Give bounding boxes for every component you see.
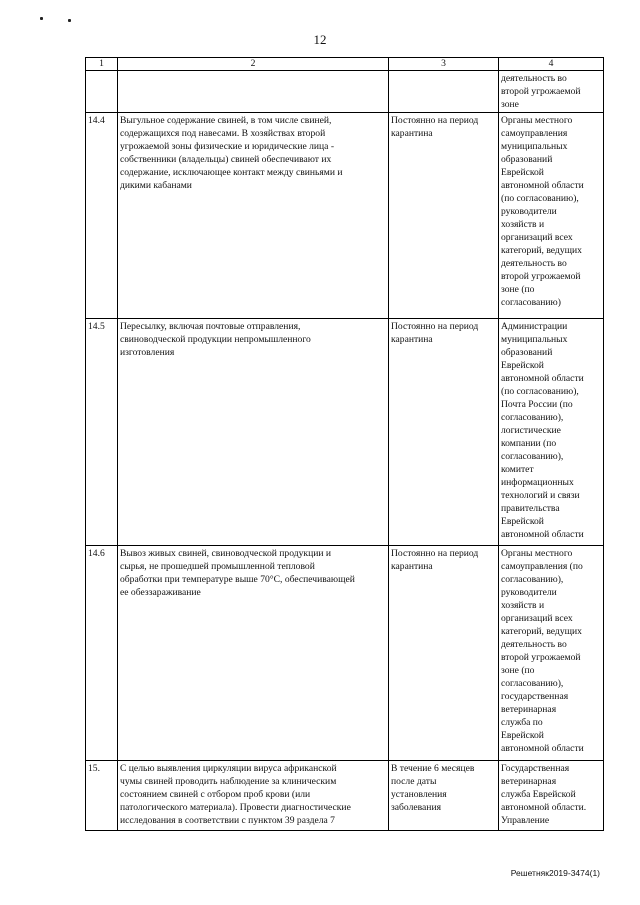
item-number: 15. xyxy=(86,761,118,831)
measure-text: С целью выявления циркуляции вируса африканской чумы свиней проводить наблюдение за клиническим состоянием свиней с отбором проб крови (или патологического материала). Провести диагностические исследования в соответствии с пунктом 39 раздела 7 xyxy=(118,761,389,831)
term-text: Постоянно на период карантина xyxy=(389,546,499,761)
term-text xyxy=(389,71,499,113)
table-row xyxy=(86,761,604,831)
measure-text xyxy=(118,71,389,113)
term-text: В течение 6 месяцев после даты установления заболевания xyxy=(389,761,499,831)
column-header: 4 xyxy=(499,58,604,71)
measures-table xyxy=(85,57,604,831)
responsible-text: Органы местного самоуправления (по согласованию), руководители хозяйств и организаций всех категорий, ведущих деятельность во второй угрожаемой зоне (по согласованию), государственная ветеринарная служба по Еврейской автономной области xyxy=(499,546,604,761)
page-number: 12 xyxy=(313,32,327,47)
item-number: 14.5 xyxy=(86,319,118,546)
column-header: 1 xyxy=(86,58,118,71)
document-footer-code: Решетняк2019-3474(1) xyxy=(510,868,600,878)
responsible-text: Государственная ветеринарная служба Еврейской автономной области. Управление xyxy=(499,761,604,831)
term-text: Постоянно на период карантина xyxy=(389,319,499,546)
table-row xyxy=(86,71,604,113)
column-header: 2 xyxy=(118,58,389,71)
table-row xyxy=(86,113,604,319)
responsible-text: Администрации муниципальных образований Еврейской автономной области (по согласованию), Почта России (по согласованию), логистические компании (по согласованию), комитет информационных технологий и связи правительства Еврейской автономной области xyxy=(499,319,604,546)
column-number-row xyxy=(86,58,604,71)
table-row xyxy=(86,546,604,761)
term-text: Постоянно на период карантина xyxy=(389,113,499,319)
item-number: 14.4 xyxy=(86,113,118,319)
item-number: 14.6 xyxy=(86,546,118,761)
measure-text: Пересылку, включая почтовые отправления, свиноводческой продукции непромышленного изготовления xyxy=(118,319,389,546)
scan-speck xyxy=(40,17,43,20)
item-number xyxy=(86,71,118,113)
column-header: 3 xyxy=(389,58,499,71)
measure-text: Выгульное содержание свиней, в том числе свиней, содержащихся под навесами. В хозяйствах второй угрожаемой зоны физические и юридические лица - собственники (владельцы) свиней обеспечивают их содержание, исключающее контакт между свиньями и дикими кабанами xyxy=(118,113,389,319)
table-row xyxy=(86,319,604,546)
measure-text: Вывоз живых свиней, свиноводческой продукции и сырья, не прошедшей промышленной тепловой обработки при температуре выше 70°С, обеспечивающей ее обеззараживание xyxy=(118,546,389,761)
responsible-text: деятельность во второй угрожаемой зоне xyxy=(499,71,604,113)
scan-speck xyxy=(68,19,71,22)
responsible-text: Органы местного самоуправления муниципальных образований Еврейской автономной области (по согласованию), руководители хозяйств и организаций всех категорий, ведущих деятельность во второй угрожаемой зоне (по согласованию) xyxy=(499,113,604,319)
